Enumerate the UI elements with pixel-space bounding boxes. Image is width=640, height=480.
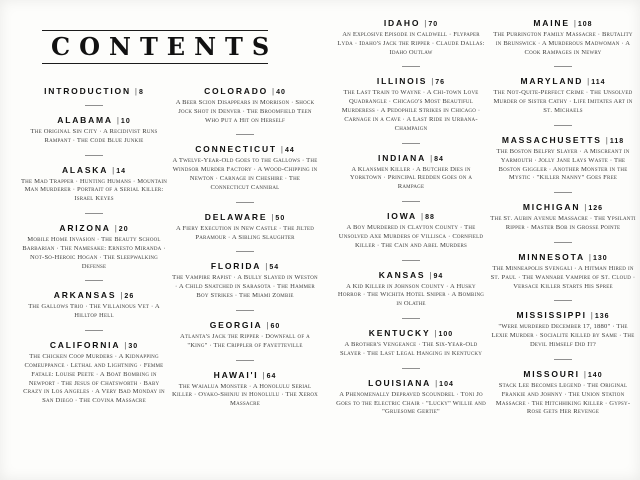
page-number: 26 <box>124 293 135 301</box>
toc-entry-description: The Original Sin City · A Recidivist Runs Rampant · The Code Blue Junkie <box>30 128 158 144</box>
page-number: 130 <box>592 254 608 262</box>
toc-entry-title <box>172 370 318 380</box>
toc-entry <box>490 18 636 57</box>
state-name: MASSACHUSETTS <box>501 134 602 145</box>
toc-entry <box>336 18 486 57</box>
state-name: LOUISIANA <box>368 377 432 388</box>
toc-entry-description: A Kid Killer in Johnson County · A Husky Horror · The Wichita Hotel Sniper · A Bombing in Olathe <box>337 282 485 308</box>
state-name: FLORIDA <box>210 261 262 272</box>
entry-divider <box>85 213 103 214</box>
toc-entry-description: The Waialua Monster · A Honolulu Serial Killer · Oyako-Shinju in Honolulu · The Xerox Massacre <box>172 382 318 408</box>
title-separator: | <box>431 77 434 87</box>
title-separator: | <box>429 270 432 280</box>
contents-title: CONTENTS <box>51 32 279 61</box>
toc-entry-description: A Brother's Vengeance · The Six-Year-Old Slayer · The Last Legal Hanging in Kentucky <box>339 341 483 357</box>
title-separator: | <box>590 311 593 321</box>
entry-divider <box>554 300 572 301</box>
toc-column-right-1 <box>336 18 486 417</box>
toc-entry <box>172 261 318 300</box>
toc-entry-title <box>20 165 168 175</box>
title-separator: | <box>112 165 115 175</box>
entry-divider <box>236 310 254 311</box>
toc-entry <box>172 212 318 243</box>
title-separator: | <box>272 87 275 96</box>
state-name: INTRODUCTION <box>44 86 131 96</box>
toc-entry-description: A Klansmen Killer · A Butcher Dies in Yorktown · Principal Redden Goes on a Rampage <box>349 165 473 191</box>
toc-entry-description: Stack Lee Becomes Legend · The Original Frankie and Johnny · The Union Station Massacre · The Hitchhiking Killer · Gypsy-Rose Gets Her Revenge <box>495 381 631 416</box>
toc-entry-description: The Vampire Rapist · A Bully Slayed in Weston · A Child Snatched in Sarasota · The Hammer Boy Strikes · The Miami Zombie <box>172 274 318 300</box>
toc-entry <box>336 270 486 309</box>
title-separator: | <box>434 329 437 339</box>
toc-entry <box>336 328 486 359</box>
title-separator: | <box>587 77 590 87</box>
entry-divider <box>402 143 420 144</box>
page-number: 136 <box>594 313 610 321</box>
title-separator: | <box>435 378 438 388</box>
page-number: 118 <box>609 137 625 145</box>
page-number: 70 <box>428 21 439 28</box>
state-name: IDAHO <box>383 18 421 28</box>
toc-entry-title <box>336 76 486 86</box>
toc-entry-title <box>20 290 168 300</box>
toc-entry <box>490 310 636 349</box>
title-separator: | <box>116 116 119 125</box>
toc-entry-title <box>336 328 486 338</box>
toc-entry-title <box>336 378 486 388</box>
state-name: GEORGIA <box>209 319 263 330</box>
title-separator: | <box>421 212 424 222</box>
toc-entry-title <box>490 135 636 145</box>
title-separator: | <box>573 19 576 28</box>
entry-divider <box>402 66 420 67</box>
page-number: 140 <box>587 371 603 379</box>
toc-entry-description: A Fiery Execution in New Castle · The Jilted Paramour · A Sibling Slaughter <box>175 224 315 241</box>
entry-divider <box>236 202 254 203</box>
page-number: 100 <box>438 331 454 339</box>
page-number: 64 <box>266 372 277 380</box>
page-number: 104 <box>439 380 454 388</box>
title-separator: | <box>280 145 283 155</box>
toc-entry-title <box>336 153 486 163</box>
state-name: CALIFORNIA <box>49 340 121 351</box>
state-name: KANSAS <box>378 269 426 280</box>
page-number: 108 <box>577 21 593 28</box>
state-name: MINNESOTA <box>518 251 585 262</box>
title-separator: | <box>265 262 268 272</box>
toc-entry <box>490 369 636 417</box>
toc-entry-description: A Boy Murdered in Clayton County · The Unsolved Axe Murders of Villisca · Cornfield Killer · The Cain and Abel Murders <box>338 224 484 249</box>
state-name: IOWA <box>387 211 417 222</box>
entry-divider <box>402 318 420 319</box>
entry-divider <box>402 201 420 202</box>
page-number: 30 <box>128 343 139 351</box>
page-number: 114 <box>591 79 606 87</box>
toc-entry-description: Atlanta's Jack the Ripper · Downfall of a "King" · The Crippler of Fayetteville <box>180 332 310 349</box>
page-number: 54 <box>269 264 280 272</box>
entry-divider <box>236 360 254 361</box>
toc-entry <box>20 223 168 271</box>
toc-entry-title <box>490 252 636 262</box>
toc-entry-description: The Last Train to Wayne · A Chi-town Love Quadrangle · Chicago's Most Beautiful Murderess · A Pedophile Strikes in Chicago · Carnage in a Cave · A Last Ride in Urbana-Champaign <box>341 89 481 132</box>
toc-entry <box>172 144 318 192</box>
toc-entry <box>336 76 486 133</box>
state-name: COLORADO <box>204 86 269 96</box>
toc-entry-title <box>336 270 486 280</box>
toc-column-right-2 <box>490 18 636 417</box>
title-separator: | <box>588 252 591 262</box>
title-separator: | <box>584 203 587 213</box>
page-number: 14 <box>116 167 127 175</box>
toc-column-left-1 <box>20 86 168 406</box>
entry-divider <box>85 280 103 281</box>
toc-entry-description: A Twelve-Year-Old Goes to the Gallows · The Windsor Murder Factory · A Wood-Chipping in Newton · Carnage in Cheshire · The Connecticut Cannibal <box>172 157 318 191</box>
state-name: KENTUCKY <box>368 328 431 339</box>
entry-divider <box>554 66 572 67</box>
toc-entry <box>336 378 486 417</box>
state-name: CONNECTICUT <box>195 144 277 155</box>
toc-entry <box>20 86 168 96</box>
toc-entry-description: A Phenomenally Depraved Scoundrel · Toni Jo Goes to the Electric Chair · "Lucky" Willie and "Gruesome Gertie" <box>336 390 486 416</box>
toc-entry-title <box>172 320 318 330</box>
state-name: DELAWARE <box>204 211 268 222</box>
toc-entry-description: An Explosive Episode in Caldwell · Flypaper Lyda · Idaho's Jack the Ripper · Claude Dallas: Idaho Outlaw <box>337 31 485 56</box>
title-separator: | <box>605 135 608 145</box>
toc-entry <box>20 290 168 321</box>
page-number: 8 <box>138 89 144 96</box>
page-number: 44 <box>284 147 295 155</box>
page-number: 20 <box>118 226 129 234</box>
toc-entry <box>172 320 318 351</box>
state-name: ALABAMA <box>57 115 113 125</box>
toc-entry-title <box>172 86 318 96</box>
entry-divider <box>85 105 103 106</box>
toc-entry <box>20 165 168 204</box>
toc-entry <box>490 76 636 115</box>
entry-divider <box>236 134 254 135</box>
toc-entry-description: The Chicken Coop Murders · A Kidnapping Comeuppance · Lethal and Lightning · Femme Fatale: Louise Peete · A Boat Bombing in Newport · The Jesus of Chatsworth · Baby Crazy in Los Angeles · A Very Bad Monday in San Diego · The Covina Massacre <box>23 353 165 405</box>
entry-divider <box>85 330 103 331</box>
toc-entry-description: The Boston Belfry Slayer · A Miscreant in Yarmouth · Jolly Jane Lays Waste · The Boston Giggler · Another Monster in the Mystic · "Killer Nanny" Goes Free <box>496 147 630 182</box>
toc-entry-title <box>172 144 318 154</box>
title-separator: | <box>424 19 427 28</box>
title-separator: | <box>430 153 433 163</box>
page-number: 126 <box>588 205 604 213</box>
toc-entry-title <box>20 115 168 125</box>
toc-entry-title <box>172 261 318 271</box>
entry-divider <box>554 242 572 243</box>
toc-entry-description: The St. Aubin Avenue Massacre · The Ypsilanti Ripper · Master Bob in Grosse Pointe <box>490 215 636 232</box>
entry-divider <box>554 359 572 360</box>
state-name: MAINE <box>533 18 570 28</box>
toc-entry <box>336 153 486 192</box>
state-name: ALASKA <box>61 164 109 175</box>
page-number: 76 <box>435 79 446 87</box>
toc-entry <box>20 115 168 146</box>
entry-divider <box>554 125 572 126</box>
title-separator: | <box>266 320 269 330</box>
title-separator: | <box>271 212 274 222</box>
state-name: ARKANSAS <box>53 290 117 301</box>
state-name: HAWAI'I <box>213 369 259 380</box>
title-separator: | <box>134 87 137 96</box>
toc-entry-title <box>490 76 636 86</box>
toc-entry-title <box>490 18 636 28</box>
entry-divider <box>554 192 572 193</box>
title-separator: | <box>120 291 123 301</box>
toc-entry <box>490 135 636 183</box>
toc-entry <box>490 252 636 291</box>
toc-entry-description: A Beer Scion Disappears in Morrison · Shock Jock Shot in Denver · The Broomfield Teen Who Put a Hit on Herself <box>175 99 315 124</box>
page-number: 40 <box>276 89 286 96</box>
toc-entry-title <box>20 223 168 233</box>
toc-entry <box>172 370 318 409</box>
state-name: MISSOURI <box>523 368 580 379</box>
state-name: ILLINOIS <box>376 76 428 87</box>
toc-entry-description: The Gallows Trio · The Villainous Vet · A Hilltop Hell <box>28 303 160 320</box>
page-number: 88 <box>425 214 435 222</box>
toc-entry-description: Mobile Home Invasion · The Beauty School Barbarian · The Namesake: Ernesto Miranda · Not-So-Heroic Hogan · The Sleepwalking Defense <box>22 236 166 270</box>
toc-entry-description: The Mad Trapper · Hunting Humans · Mountain Man Murderer · Portrait of a Serial Killer: Israel Keyes <box>20 177 168 203</box>
toc-entry-description: The Purrington Family Massacre · Brutality in Brunswick · A Murderous Madwoman · A Cook Rampages in Newry <box>493 31 633 56</box>
toc-entry-description: "Were murdered December 17, 1880" · The Lexie Murder · Socialite Killed by Same · The Devil Himself Did It? <box>491 323 635 349</box>
title-separator: | <box>583 369 586 379</box>
toc-entry <box>172 86 318 125</box>
toc-entry <box>20 340 168 406</box>
toc-entry-title <box>20 340 168 350</box>
entry-divider <box>236 251 254 252</box>
toc-entry-description: The Minneapolis Svengali · A Hitman Hired in St. Paul · The Wannabe Vampire of St. Cloud · Versace Killer Starts His Spree <box>490 264 636 290</box>
page-number: 60 <box>270 322 281 330</box>
toc-entry-description: The Not-Quite-Perfect Crime · The Unsolved Murder of Sister Cathy · Life Imitates Art in St. Michaels <box>493 89 633 115</box>
toc-entry-title <box>490 310 636 320</box>
state-name: INDIANA <box>378 152 427 163</box>
toc-entry <box>336 211 486 250</box>
toc-entry-title <box>490 369 636 379</box>
page-number: 10 <box>120 118 131 125</box>
page-number: 94 <box>433 272 444 280</box>
state-name: ARIZONA <box>59 223 111 234</box>
toc-entry-title <box>490 202 636 212</box>
title-separator: | <box>124 341 127 351</box>
state-name: MARYLAND <box>520 76 584 87</box>
toc-entry-title <box>336 211 486 221</box>
page-number: 50 <box>275 214 286 222</box>
title-separator: | <box>114 224 117 234</box>
toc-entry-title <box>172 212 318 222</box>
entry-divider <box>402 260 420 261</box>
toc-entry-title <box>20 86 168 96</box>
title-separator: | <box>262 370 265 380</box>
state-name: MICHIGAN <box>522 202 581 213</box>
toc-entry <box>490 202 636 233</box>
state-name: MISSISSIPPI <box>516 310 587 321</box>
toc-entry-title <box>336 18 486 28</box>
header-rule-bottom <box>42 63 268 64</box>
page-number: 84 <box>434 155 444 163</box>
toc-column-left-2 <box>172 86 318 409</box>
entry-divider <box>85 155 103 156</box>
entry-divider <box>402 368 420 369</box>
